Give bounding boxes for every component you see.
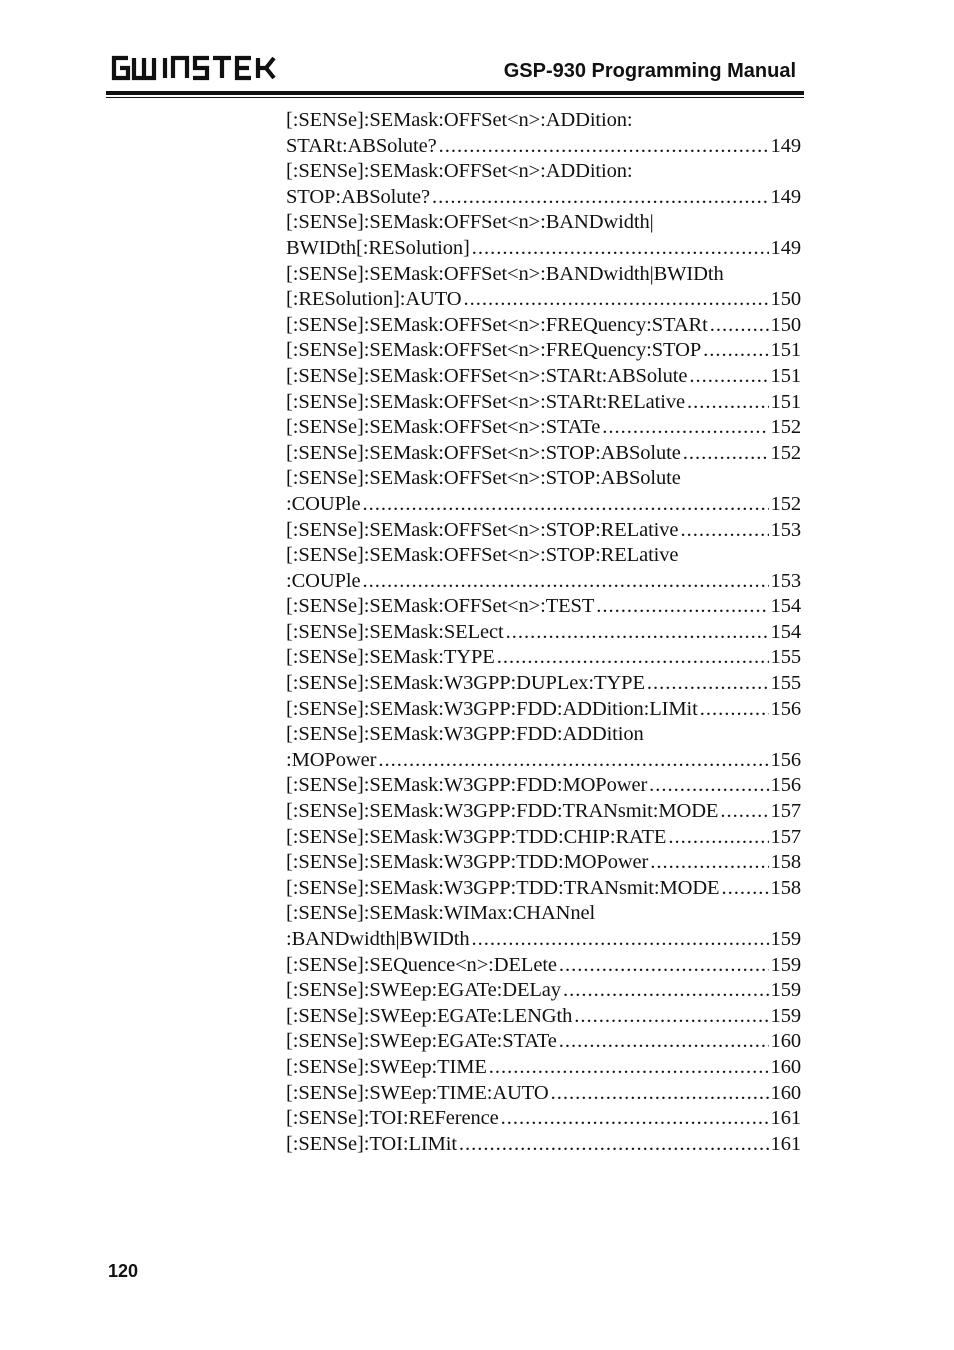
toc-entry-text: [:SENSe]:SEMask:W3GPP:FDD:TRANsmit:MODE [286, 800, 719, 823]
toc-entry-text: :MOPower [286, 748, 377, 771]
toc-entry[interactable] [286, 159, 801, 210]
dot-leader [720, 799, 768, 825]
toc-entry-text: [:SENSe]:SEMask:OFFSet<n>:STOP:RELative [286, 518, 679, 541]
toc-entry-final-line [286, 569, 801, 595]
toc-page-number: 149 [770, 236, 801, 259]
toc-page-number: 151 [770, 339, 801, 362]
dot-leader [687, 390, 769, 416]
toc-entry-final-line [286, 1081, 801, 1107]
toc-entry-line [286, 108, 801, 134]
toc-entry-line [286, 210, 801, 236]
toc-entry-final-line [286, 850, 801, 876]
toc-page-number: 155 [770, 646, 801, 669]
toc-entry-final-line [286, 390, 801, 416]
toc-entry[interactable] [286, 210, 801, 261]
dot-leader [501, 1106, 769, 1132]
toc-entry-text: [:SENSe]:SEMask:OFFSet<n>:STARt:ABSolute [286, 364, 688, 387]
toc-entry[interactable] [286, 825, 801, 851]
toc-entry[interactable] [286, 620, 801, 646]
dot-leader [683, 441, 769, 467]
toc-entry[interactable] [286, 466, 801, 517]
toc-entry-text: [:SENSe]:SEMask:W3GPP:DUPLex:TYPE [286, 672, 645, 695]
toc-entry-text: [:SENSe]:SEMask:OFFSet<n>:STOP:ABSolute [286, 441, 681, 464]
table-of-contents [286, 108, 801, 1157]
dot-leader [574, 1004, 768, 1030]
toc-entry-final-line [286, 773, 801, 799]
toc-page-number: 154 [770, 620, 801, 643]
dot-leader [559, 1029, 769, 1055]
dot-leader [563, 978, 769, 1004]
toc-entry-text: [:SENSe]:SEMask:OFFSet<n>:BANDwidth| [286, 211, 654, 234]
toc-entry[interactable] [286, 364, 801, 390]
dot-leader [650, 850, 768, 876]
dot-leader [471, 927, 768, 953]
toc-entry-text: [:SENSe]:SEMask:W3GPP:TDD:TRANsmit:MODE [286, 876, 720, 899]
dot-leader [497, 645, 769, 671]
toc-entry-final-line [286, 697, 801, 723]
toc-entry-text: [:SENSe]:SEMask:OFFSet<n>:STOP:RELative [286, 544, 679, 567]
dot-leader [703, 338, 768, 364]
dot-leader [472, 236, 769, 262]
toc-entry-final-line [286, 415, 801, 441]
toc-entry-final-line [286, 364, 801, 390]
toc-entry[interactable] [286, 850, 801, 876]
dot-leader [689, 364, 768, 390]
toc-entry[interactable] [286, 697, 801, 723]
toc-entry-text: [:SENSe]:SWEep:EGATe:STATe [286, 1030, 557, 1053]
dot-leader [489, 1055, 769, 1081]
toc-entry-final-line [286, 799, 801, 825]
toc-entry[interactable] [286, 773, 801, 799]
dot-leader [700, 697, 769, 723]
page-number: 120 [108, 1261, 139, 1281]
toc-entry-text: [:SENSe]:SEMask:WIMax:CHANnel [286, 902, 596, 925]
toc-entry-final-line [286, 492, 801, 518]
toc-entry[interactable] [286, 1132, 801, 1158]
toc-page-number: 160 [770, 1030, 801, 1053]
toc-entry[interactable] [286, 594, 801, 620]
toc-entry[interactable] [286, 953, 801, 979]
dot-leader [559, 953, 769, 979]
toc-entry-text: [:SENSe]:SEMask:OFFSet<n>:STARt:RELative [286, 390, 686, 413]
toc-page-number: 156 [770, 697, 801, 720]
toc-page-number: 153 [770, 569, 801, 592]
toc-entry-text: [:SENSe]:SEMask:OFFSet<n>:ADDition: [286, 160, 633, 183]
toc-entry-final-line [286, 671, 801, 697]
toc-page-number: 161 [770, 1132, 801, 1155]
toc-entry-text: [:SENSe]:SWEep:EGATe:DELay [286, 979, 561, 1002]
toc-entry-line [286, 901, 801, 927]
toc-entry[interactable] [286, 338, 801, 364]
toc-entry-final-line [286, 338, 801, 364]
toc-entry-text: [:SENSe]:SWEep:EGATe:LENGth [286, 1004, 573, 1027]
toc-entry-final-line [286, 978, 801, 1004]
toc-entry-final-line [286, 953, 801, 979]
toc-entry-final-line [286, 287, 801, 313]
toc-entry-text: :COUPle [286, 492, 361, 515]
toc-page-number: 152 [770, 416, 801, 439]
toc-entry-text: [:SENSe]:SWEep:TIME:AUTO [286, 1081, 549, 1104]
toc-page-number: 152 [770, 492, 801, 515]
toc-entry-text: [:SENSe]:SEQuence<n>:DELete [286, 953, 557, 976]
toc-entry-text: [:SENSe]:SEMask:W3GPP:FDD:ADDition:LIMit [286, 697, 698, 720]
toc-page-number: 156 [770, 774, 801, 797]
toc-entry-final-line [286, 236, 801, 262]
dot-leader [459, 1132, 769, 1158]
toc-entry-text: [:SENSe]:SEMask:W3GPP:FDD:MOPower [286, 774, 648, 797]
toc-entry[interactable] [286, 901, 801, 952]
toc-entry-final-line [286, 185, 801, 211]
toc-entry-text: [:SENSe]:SEMask:OFFSet<n>:FREQuency:STARt [286, 313, 708, 336]
toc-entry-final-line [286, 1004, 801, 1030]
toc-entry[interactable] [286, 722, 801, 773]
toc-entry-text: [:SENSe]:SWEep:TIME [286, 1055, 487, 1078]
toc-entry[interactable] [286, 645, 801, 671]
toc-entry-line [286, 262, 801, 288]
dot-leader [596, 594, 768, 620]
toc-page-number: 149 [770, 185, 801, 208]
toc-entry-final-line [286, 313, 801, 339]
toc-page-number: 150 [770, 288, 801, 311]
toc-page-number: 151 [770, 390, 801, 413]
toc-entry-text: [:SENSe]:SEMask:SELect [286, 620, 504, 643]
dot-leader [439, 134, 769, 160]
toc-page-number: 152 [770, 441, 801, 464]
toc-entry[interactable] [286, 876, 801, 902]
toc-entry[interactable] [286, 799, 801, 825]
toc-page-number: 154 [770, 595, 801, 618]
dot-leader [506, 620, 769, 646]
toc-entry[interactable] [286, 1106, 801, 1132]
toc-entry-final-line [286, 1029, 801, 1055]
toc-entry-final-line [286, 1055, 801, 1081]
toc-page-number: 160 [770, 1055, 801, 1078]
toc-page-number: 149 [770, 134, 801, 157]
toc-page-number: 150 [770, 313, 801, 336]
toc-entry-text: :BANDwidth|BWIDth [286, 928, 470, 950]
toc-entry-final-line [286, 1106, 801, 1132]
toc-entry-line [286, 722, 801, 748]
toc-page-number: 159 [770, 979, 801, 1002]
toc-entry[interactable] [286, 441, 801, 467]
toc-entry-text: STOP:ABSolute? [286, 185, 431, 208]
toc-entry[interactable] [286, 262, 801, 313]
toc-entry-text: [:SENSe]:TOI:REFerence [286, 1107, 499, 1130]
toc-entry[interactable] [286, 313, 801, 339]
manual-title: GSP-930 Programming Manual [503, 60, 796, 82]
toc-entry-final-line [286, 927, 801, 953]
header-rule-thin [106, 97, 804, 98]
toc-entry-text: [:SENSe]:SEMask:OFFSet<n>:TEST [286, 595, 595, 618]
toc-page-number: 159 [770, 928, 801, 950]
dot-leader [378, 748, 768, 774]
toc-page-number: 157 [770, 825, 801, 848]
toc-page-number: 158 [770, 851, 801, 874]
toc-entry-final-line [286, 645, 801, 671]
toc-entry-final-line [286, 620, 801, 646]
toc-page-number: 159 [770, 1004, 801, 1027]
toc-entry-text: [:SENSe]:SEMask:OFFSet<n>:FREQuency:STOP [286, 339, 702, 362]
toc-entry-final-line [286, 441, 801, 467]
toc-entry-text: STARt:ABSolute? [286, 134, 437, 157]
dot-leader [551, 1081, 769, 1107]
dot-leader [602, 415, 768, 441]
toc-page-number: 156 [770, 748, 801, 771]
toc-entry-text: [:SENSe]:SEMask:W3GPP:TDD:CHIP:RATE [286, 825, 667, 848]
toc-page-number: 157 [770, 800, 801, 823]
toc-page-number: 160 [770, 1081, 801, 1104]
toc-page-number: 151 [770, 364, 801, 387]
toc-entry-final-line [286, 594, 801, 620]
dot-leader [464, 287, 769, 313]
toc-entry-line [286, 543, 801, 569]
toc-entry[interactable] [286, 543, 801, 594]
toc-entry-line [286, 159, 801, 185]
dot-leader [362, 569, 768, 595]
toc-page-number: 158 [770, 876, 801, 899]
toc-entry-text: BWIDth[:RESolution] [286, 236, 470, 259]
toc-entry[interactable] [286, 108, 801, 159]
dot-leader [721, 876, 768, 902]
toc-entry-text: [:SENSe]:TOI:LIMit [286, 1132, 457, 1155]
toc-entry-text: [:SENSe]:SEMask:W3GPP:FDD:ADDition [286, 723, 644, 746]
toc-entry[interactable] [286, 1081, 801, 1107]
toc-entry-text: [:SENSe]:SEMask:OFFSet<n>:STATe [286, 416, 601, 439]
toc-entry-final-line [286, 748, 801, 774]
dot-leader [647, 671, 769, 697]
toc-entry-text: [:SENSe]:SEMask:OFFSet<n>:STOP:ABSolute [286, 467, 681, 490]
toc-entry[interactable] [286, 1029, 801, 1055]
toc-entry-final-line [286, 134, 801, 160]
toc-entry[interactable] [286, 518, 801, 544]
toc-entry-text: [:RESolution]:AUTO [286, 288, 462, 311]
dot-leader [680, 518, 768, 544]
dot-leader [362, 492, 768, 518]
toc-page-number: 159 [770, 953, 801, 976]
toc-entry-final-line [286, 1132, 801, 1158]
toc-entry-final-line [286, 876, 801, 902]
toc-entry[interactable] [286, 390, 801, 416]
dot-leader [649, 773, 768, 799]
toc-entry-text: [:SENSe]:SEMask:OFFSet<n>:ADDition: [286, 109, 633, 131]
toc-entry[interactable] [286, 978, 801, 1004]
toc-entry[interactable] [286, 415, 801, 441]
toc-entry[interactable] [286, 1055, 801, 1081]
toc-entry[interactable] [286, 1004, 801, 1030]
toc-entry-text: [:SENSe]:SEMask:OFFSet<n>:BANDwidth|BWIDth [286, 262, 724, 285]
dot-leader [710, 313, 769, 339]
toc-page-number: 161 [770, 1107, 801, 1130]
toc-entry-final-line [286, 825, 801, 851]
gw-instek-logo [108, 52, 288, 86]
toc-entry-line [286, 466, 801, 492]
toc-entry-text: [:SENSe]:SEMask:W3GPP:TDD:MOPower [286, 851, 649, 874]
dot-leader [432, 185, 769, 211]
toc-entry[interactable] [286, 671, 801, 697]
toc-entry-text: :COUPle [286, 569, 361, 592]
toc-entry-final-line [286, 518, 801, 544]
toc-page-number: 155 [770, 672, 801, 695]
dot-leader [668, 825, 768, 851]
toc-page-number: 153 [770, 518, 801, 541]
toc-entry-text: [:SENSe]:SEMask:TYPE [286, 646, 495, 669]
header-rule [106, 91, 804, 95]
